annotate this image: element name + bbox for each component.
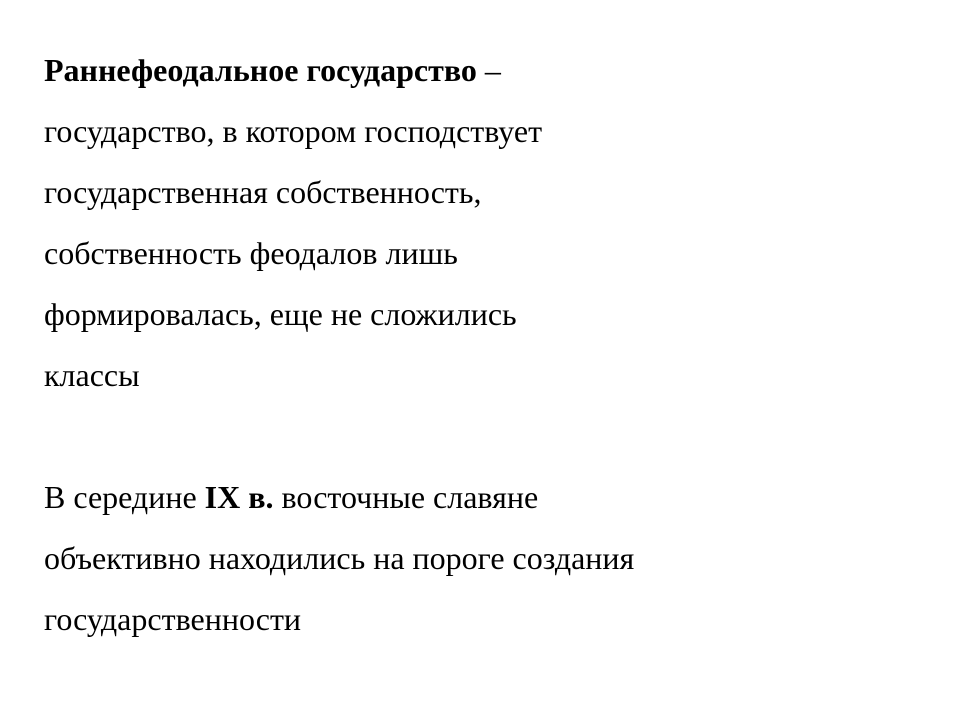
statement-paragraph (44, 467, 924, 650)
definition-line-4: собственность феодалов лишь (44, 235, 458, 271)
statement-line-3: государственности (44, 601, 302, 637)
statement-line-1 (44, 467, 924, 528)
statement-line-2: объективно находились на пороге создания (44, 540, 635, 576)
definition-line-6: классы (44, 357, 140, 393)
statement-suffix: восточные славяне (273, 479, 539, 515)
definition-line-2: государство, в котором господствует (44, 113, 543, 149)
statement-prefix: В середине (44, 479, 205, 515)
paragraph-spacer (44, 406, 924, 467)
definition-paragraph (44, 40, 924, 406)
slide-text (44, 40, 924, 650)
statement-period: IX в. (204, 479, 274, 515)
definition-line-1 (44, 40, 924, 101)
definition-line-5: формировалась, еще не сложились (44, 296, 517, 332)
definition-dash: – (476, 52, 501, 88)
definition-line-3: государственная собственность, (44, 174, 482, 210)
definition-term: Раннефеодальное государство (44, 52, 477, 88)
